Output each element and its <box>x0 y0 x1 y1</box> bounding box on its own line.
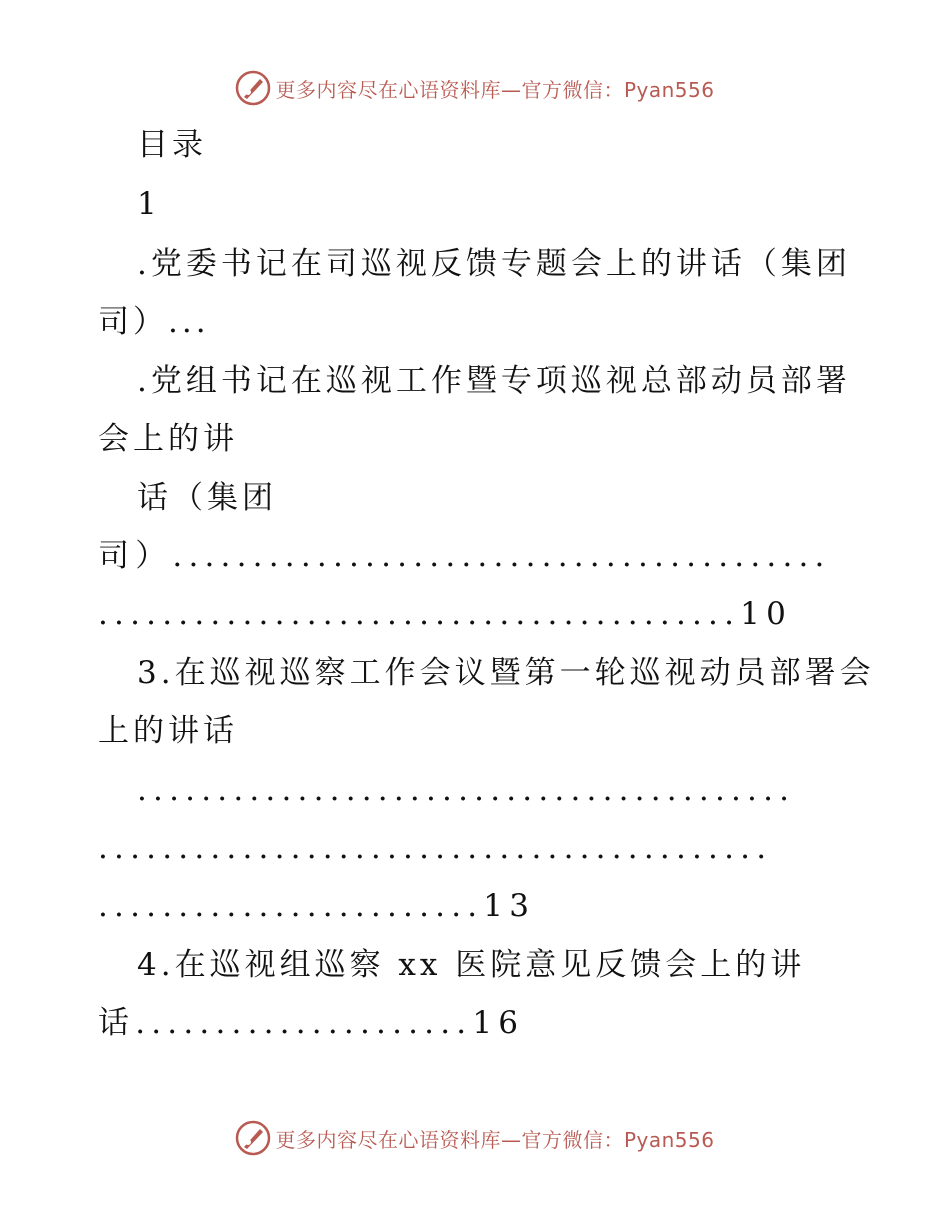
toc-line: 会上的讲 <box>98 421 238 457</box>
toc-line: 上的讲话 <box>98 713 238 749</box>
toc-line: 1 <box>137 186 161 222</box>
header-watermark <box>0 70 950 106</box>
toc-line: 司）... <box>98 304 210 340</box>
quill-pen-logo-icon <box>235 1120 271 1156</box>
toc-line: .......................................... <box>98 830 773 866</box>
toc-line: 4.在巡视组巡察 xx 医院意见反馈会上的讲 <box>137 947 806 983</box>
toc-line: .党组书记在巡视工作暨专项巡视总部动员部署 <box>137 363 851 399</box>
toc-line: 话（集团 <box>137 480 277 516</box>
toc-line: 话.....................16 <box>98 1005 525 1041</box>
toc-line: ......................................... <box>137 772 796 808</box>
header-watermark-text: 更多内容尽在心语资料库—官方微信：Pyan556 <box>275 77 715 102</box>
toc-line: 3.在巡视巡察工作会议暨第一轮巡视动员部署会 <box>137 655 875 691</box>
footer-watermark <box>0 1120 950 1156</box>
toc-title: 目录 <box>137 127 207 163</box>
quill-pen-logo-icon <box>235 70 271 106</box>
toc-line: 司）......................................... <box>98 538 831 574</box>
toc-line: .党委书记在司巡视反馈专题会上的讲话（集团 <box>137 246 851 282</box>
toc-line: ........................................10 <box>98 596 793 632</box>
toc-line: ........................13 <box>98 888 536 924</box>
footer-watermark-text: 更多内容尽在心语资料库—官方微信：Pyan556 <box>275 1127 715 1152</box>
